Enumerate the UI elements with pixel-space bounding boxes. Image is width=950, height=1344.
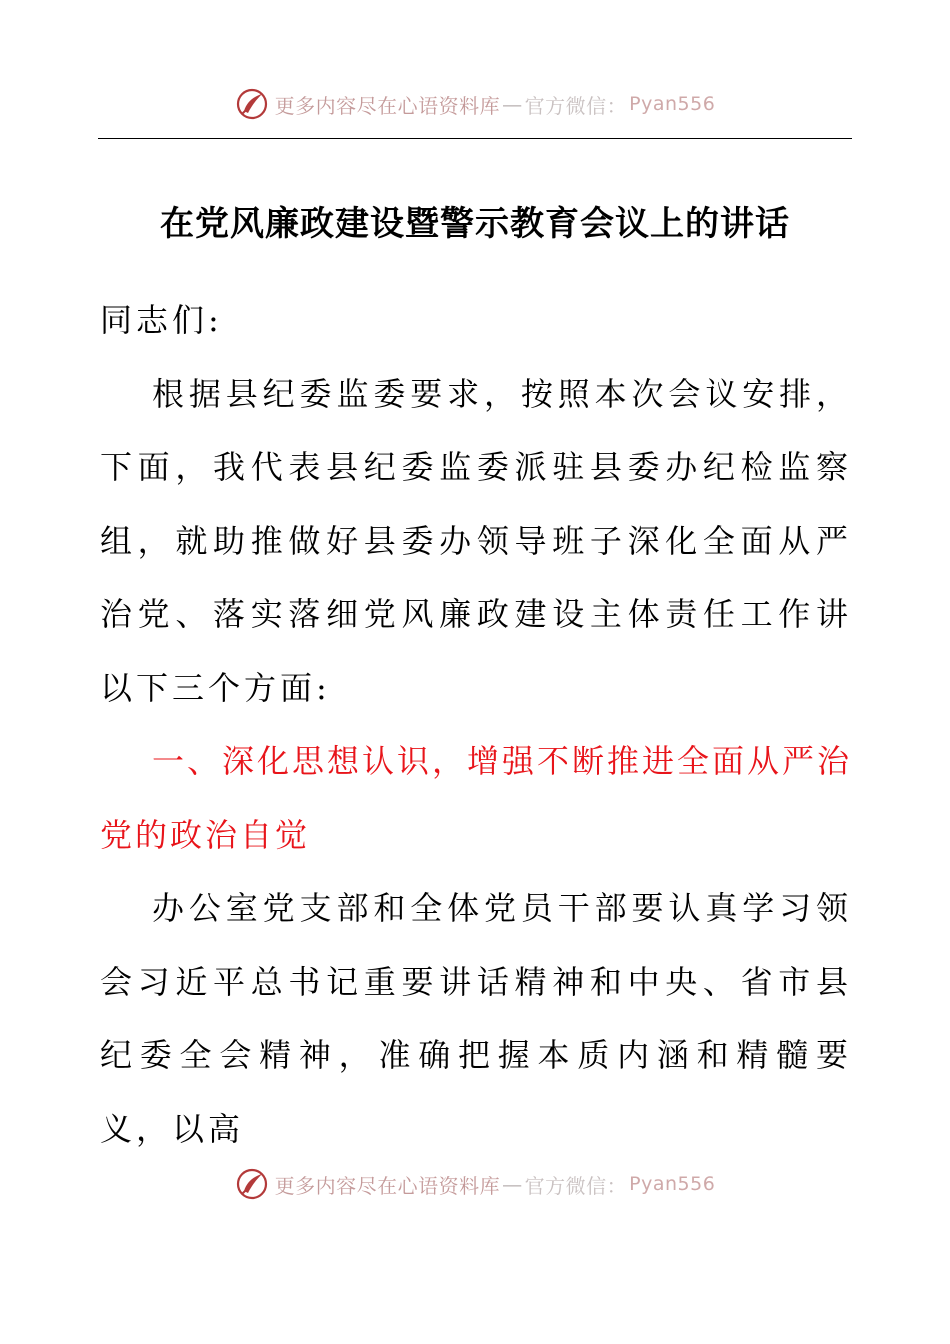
brush-logo-icon xyxy=(235,87,269,121)
salutation: 同志们: xyxy=(100,301,223,339)
document-title: 在党风廉政建设暨警示教育会议上的讲话 xyxy=(160,204,790,244)
document-body xyxy=(100,284,852,1166)
watermark-wechat-label: 官方微信： xyxy=(524,1173,628,1198)
watermark-text: 更多内容尽在心语资料库 xyxy=(274,93,501,118)
section-1-paragraph: 办公室党支部和全体党员干部要认真学习领会习近平总书记重要讲话精神和中央、省市县纪委全会精神，准确把握本质内涵和精髓要义，以高 xyxy=(100,889,852,1148)
watermark-wechat-id: Pyan556 xyxy=(629,1173,716,1195)
section-heading-1: 一、深化思想认识，增强不断推进全面从严治党的政治自觉 xyxy=(100,742,853,854)
watermark-wechat-label: 官方微信： xyxy=(524,93,628,118)
header-watermark xyxy=(0,84,950,124)
footer-watermark xyxy=(0,1164,950,1204)
watermark-text: 更多内容尽在心语资料库 xyxy=(274,1173,501,1198)
watermark-separator: — xyxy=(502,1172,523,1196)
intro-paragraph: 根据县纪委监委要求，按照本次会议安排，下面，我代表县纪委监委派驻县委办纪检监察组，就助推做好县委办领导班子深化全面从严治党、落实落细党风廉政建设主体责任工作讲以下三个方面: xyxy=(100,374,852,707)
watermark-separator: — xyxy=(502,92,523,116)
header-divider xyxy=(98,138,852,139)
brush-logo-icon xyxy=(235,1167,269,1201)
watermark-wechat-id: Pyan556 xyxy=(629,93,716,115)
